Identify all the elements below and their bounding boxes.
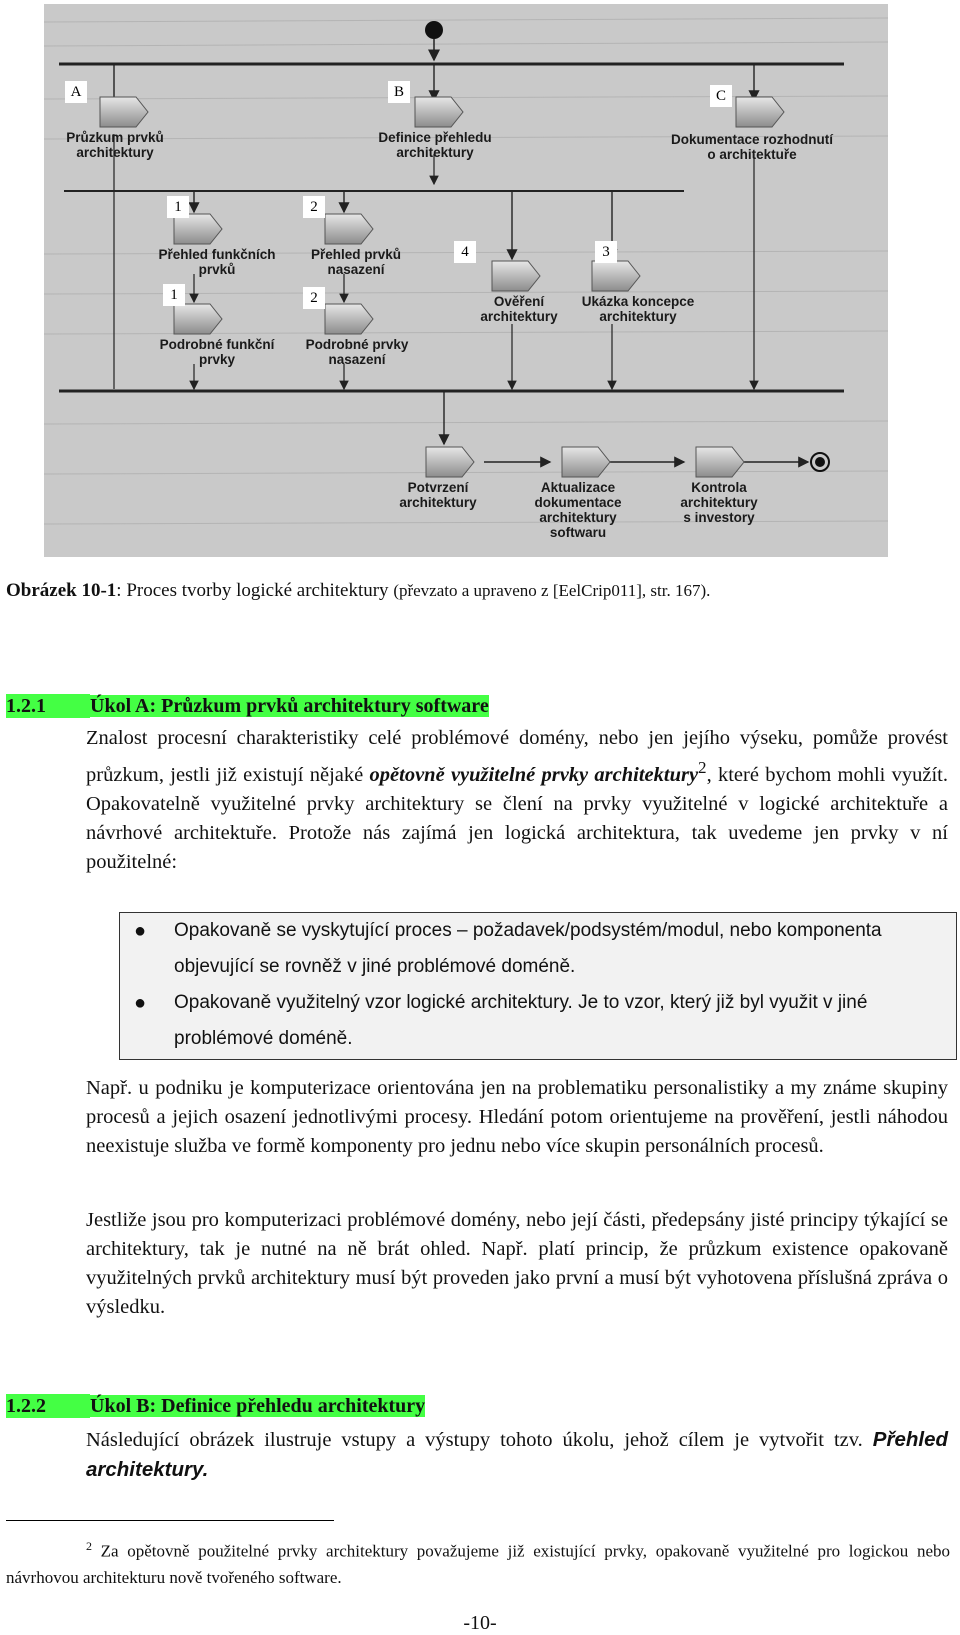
- node-podrobne-funkcni: [140, 337, 294, 367]
- node-label-line: prvků: [198, 262, 236, 277]
- section-number: 1.2.2: [6, 1394, 90, 1418]
- node-overeni: [464, 294, 574, 324]
- footnote: [6, 1533, 950, 1591]
- node-label-line: architektury: [76, 145, 154, 160]
- bullet-dot: ●: [134, 920, 147, 942]
- section-heading-a: [6, 694, 489, 718]
- node-label-line: dokumentace: [534, 495, 622, 510]
- text-run: , které bychom mohli využít. Opakovatelně využitelné prvky architektury se člení na prvky využitelné v logické architektuře a návrhové architektuře. Protože nás zajímá jen logická architektura, tak uvedeme jen prvky v ní použitelné:: [86, 763, 948, 873]
- paragraph-example: Např. u podniku je komputerizace orientována jen na problematiku personalistiky a my známe skupiny procesů a jejich osazení jednotlivými procesy. Hledání potom orientujeme na prověření, jestli náhodou neexistuje služba ve formě komponenty pro jednu nebo více skupin personálních procesů.: [86, 1077, 948, 1157]
- footnote-ref: 2: [698, 758, 707, 777]
- node-label-line: s investory: [683, 510, 755, 525]
- bullet-text: Opakovaně se vyskytující proces – požadavek/podsystém/modul, nebo komponenta objevující se rovněž v jiné problémové doméně.: [174, 920, 882, 977]
- footnote-text: Za opětovně použitelné prvky architektury považujeme již existující prvky, opakovaně využitelné pro logickou nebo návrhovou architekturu nově tvořeného software.: [6, 1541, 950, 1587]
- node-kontrola: [654, 480, 784, 525]
- node-ukazka: [564, 294, 712, 324]
- section-heading-b: [6, 1394, 425, 1418]
- diagram-graphics: [44, 4, 888, 557]
- tag-4: 4: [454, 241, 476, 263]
- node-label-line: softwaru: [549, 525, 607, 540]
- caption-text: : Proces tvorby logické architektury: [116, 580, 389, 601]
- node-label-line: o architektuře: [707, 147, 797, 162]
- node-label-line: architektury: [399, 495, 477, 510]
- caption-label: Obrázek 10-1: [6, 580, 117, 601]
- tag-2: 2: [303, 196, 325, 218]
- node-label-line: architektury: [480, 309, 558, 324]
- node-label-line: Přehled funkčních: [158, 247, 276, 262]
- node-label-line: Podrobné funkční: [159, 337, 275, 352]
- text-run: Následující obrázek ilustruje vstupy a výstupy tohoto úkolu, jehož cílem je vytvořit tzv.: [86, 1429, 873, 1451]
- tag-a: A: [65, 81, 87, 103]
- node-label-line: Podrobné prvky: [305, 337, 409, 352]
- node-label-line: Potvrzení: [407, 480, 469, 495]
- section-title: Úkol A: Průzkum prvků architektury software: [90, 695, 489, 717]
- node-label-line: Průzkum prvků: [66, 130, 164, 145]
- node-podrobne-nasazeni: [292, 337, 422, 367]
- node-label-line: nasazení: [327, 262, 385, 277]
- node-label-line: prvky: [198, 352, 236, 367]
- tag-1-detail: 1: [163, 284, 185, 306]
- bold-term: Přehled architektury.: [86, 1428, 948, 1481]
- node-definice: [364, 130, 506, 160]
- tag-1: 1: [167, 196, 189, 218]
- bullet-item: [134, 913, 914, 985]
- footnote-separator: [6, 1520, 334, 1521]
- node-label-line: Aktualizace: [540, 480, 616, 495]
- tag-c: C: [710, 85, 732, 107]
- bullet-item: [134, 985, 914, 1057]
- node-label-line: nasazení: [328, 352, 386, 367]
- node-label-line: Ukázka koncepce: [581, 294, 695, 309]
- section-title: Úkol B: Definice přehledu architektury: [90, 1395, 426, 1417]
- process-diagram: [44, 4, 888, 557]
- node-label-line: architektury: [396, 145, 474, 160]
- text-run: Znalost procesní charakteristiky celé problémové domény, nebo jen jejího výseku, pomůže provést průzkum, jestli již existují nějaké: [86, 727, 948, 786]
- start-node: [425, 21, 443, 39]
- node-label-line: architektury: [539, 510, 617, 525]
- section-number: 1.2.1: [6, 694, 90, 718]
- bullet-dot: ●: [134, 992, 147, 1014]
- bullet-box: [119, 912, 957, 1060]
- node-label-line: architektury: [680, 495, 758, 510]
- bullet-text: Opakovaně využitelný vzor logické architektury. Je to vzor, který již byl využit v jiné problémové doméně.: [174, 992, 868, 1049]
- bold-term: opětovně využitelné prvky architektury: [369, 763, 699, 786]
- node-potvrzeni: [380, 480, 496, 510]
- node-label-line: architektury: [599, 309, 677, 324]
- node-prehled-funkcnich: [140, 247, 294, 277]
- tag-3: 3: [595, 241, 617, 263]
- node-label-line: Ověření: [493, 294, 545, 309]
- paragraph-section-b: [86, 1425, 948, 1485]
- node-label-line: Přehled prvků: [310, 247, 402, 262]
- page-number: -10-: [463, 1612, 497, 1634]
- tag-2-detail: 2: [303, 287, 325, 309]
- tag-b: B: [388, 81, 410, 103]
- node-prehled-nasazeni: [296, 247, 416, 277]
- node-aktualizace: [518, 480, 638, 540]
- node-label-line: Kontrola: [691, 480, 747, 495]
- caption-source: (převzato a upraveno z [EelCrip011], str. 167).: [393, 581, 711, 600]
- figure-caption: [6, 576, 950, 606]
- footnote-mark: 2: [86, 1539, 92, 1553]
- node-label-line: Dokumentace rozhodnutí: [670, 132, 833, 147]
- node-dokumentace: [654, 132, 850, 162]
- paragraph-principles: Jestliže jsou pro komputerizaci problémové domény, nebo její části, předepsány jisté principy týkající se architektury, tak je nutné na ně brát ohled. Např. platí princip, že průzkum existence opakovaně využitelných prvků architektury musí být proveden jako první a musí být vyhotovena příslušná zpráva o výsledku.: [86, 1209, 948, 1318]
- paragraph-intro: [86, 724, 948, 877]
- node-pruzkum: [46, 130, 184, 160]
- node-label-line: Definice přehledu: [378, 130, 492, 145]
